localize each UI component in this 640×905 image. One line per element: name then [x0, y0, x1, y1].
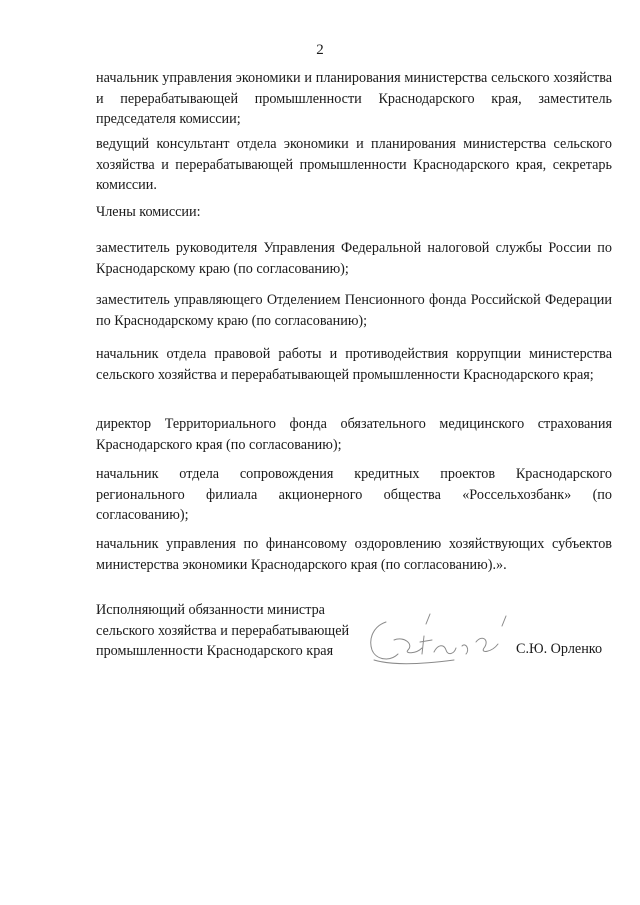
signatory-name: С.Ю. Орленко [516, 641, 603, 657]
page-number: 2 [316, 42, 324, 58]
signatory-title [96, 600, 356, 662]
paragraph-member-tax: заместитель руководителя Управления Федеральной налоговой службы России по Краснодарскому краю (по согласованию); [96, 240, 612, 277]
signatory-title-line: промышленности Краснодарского края [96, 643, 334, 659]
paragraph-secretary: ведущий консультант отдела экономики и планирования министерства сельского хозяйства и перерабатывающей промышленности Краснодарского края, секретарь комиссии. [96, 136, 612, 193]
signatory-title-line: Исполняющий обязанности министра [96, 602, 325, 618]
paragraph-member-pension: заместитель управляющего Отделением Пенсионного фонда Российской Федерации по Краснодарскому краю (по согласованию); [96, 292, 612, 329]
paragraph-members-heading: Члены комиссии: [96, 204, 201, 220]
paragraph-member-medical: директор Территориального фонда обязательного медицинского страхования Краснодарского края (по согласованию); [96, 416, 612, 453]
paragraph-member-legal: начальник отдела правовой работы и противодействия коррупции министерства сельского хозяйства и перерабатывающей промышленности Краснодарского края; [96, 346, 612, 383]
paragraph-member-bank: начальник отдела сопровождения кредитных проектов Краснодарского регионального филиала акционерного общества «Россельхозбанк» (по согласованию); [96, 466, 612, 523]
signatory-title-line: сельского хозяйства и перерабатывающей [96, 622, 350, 639]
paragraph-deputy-chair: начальник управления экономики и планирования министерства сельского хозяйства и перерабатывающей промышленности Краснодарского края, заместитель председателя комиссии; [96, 70, 612, 127]
handwritten-signature [364, 610, 514, 670]
paragraph-member-economy: начальник управления по финансовому оздоровлению хозяйствующих субъектов министерства экономики Краснодарского края (по согласованию).». [96, 536, 612, 573]
